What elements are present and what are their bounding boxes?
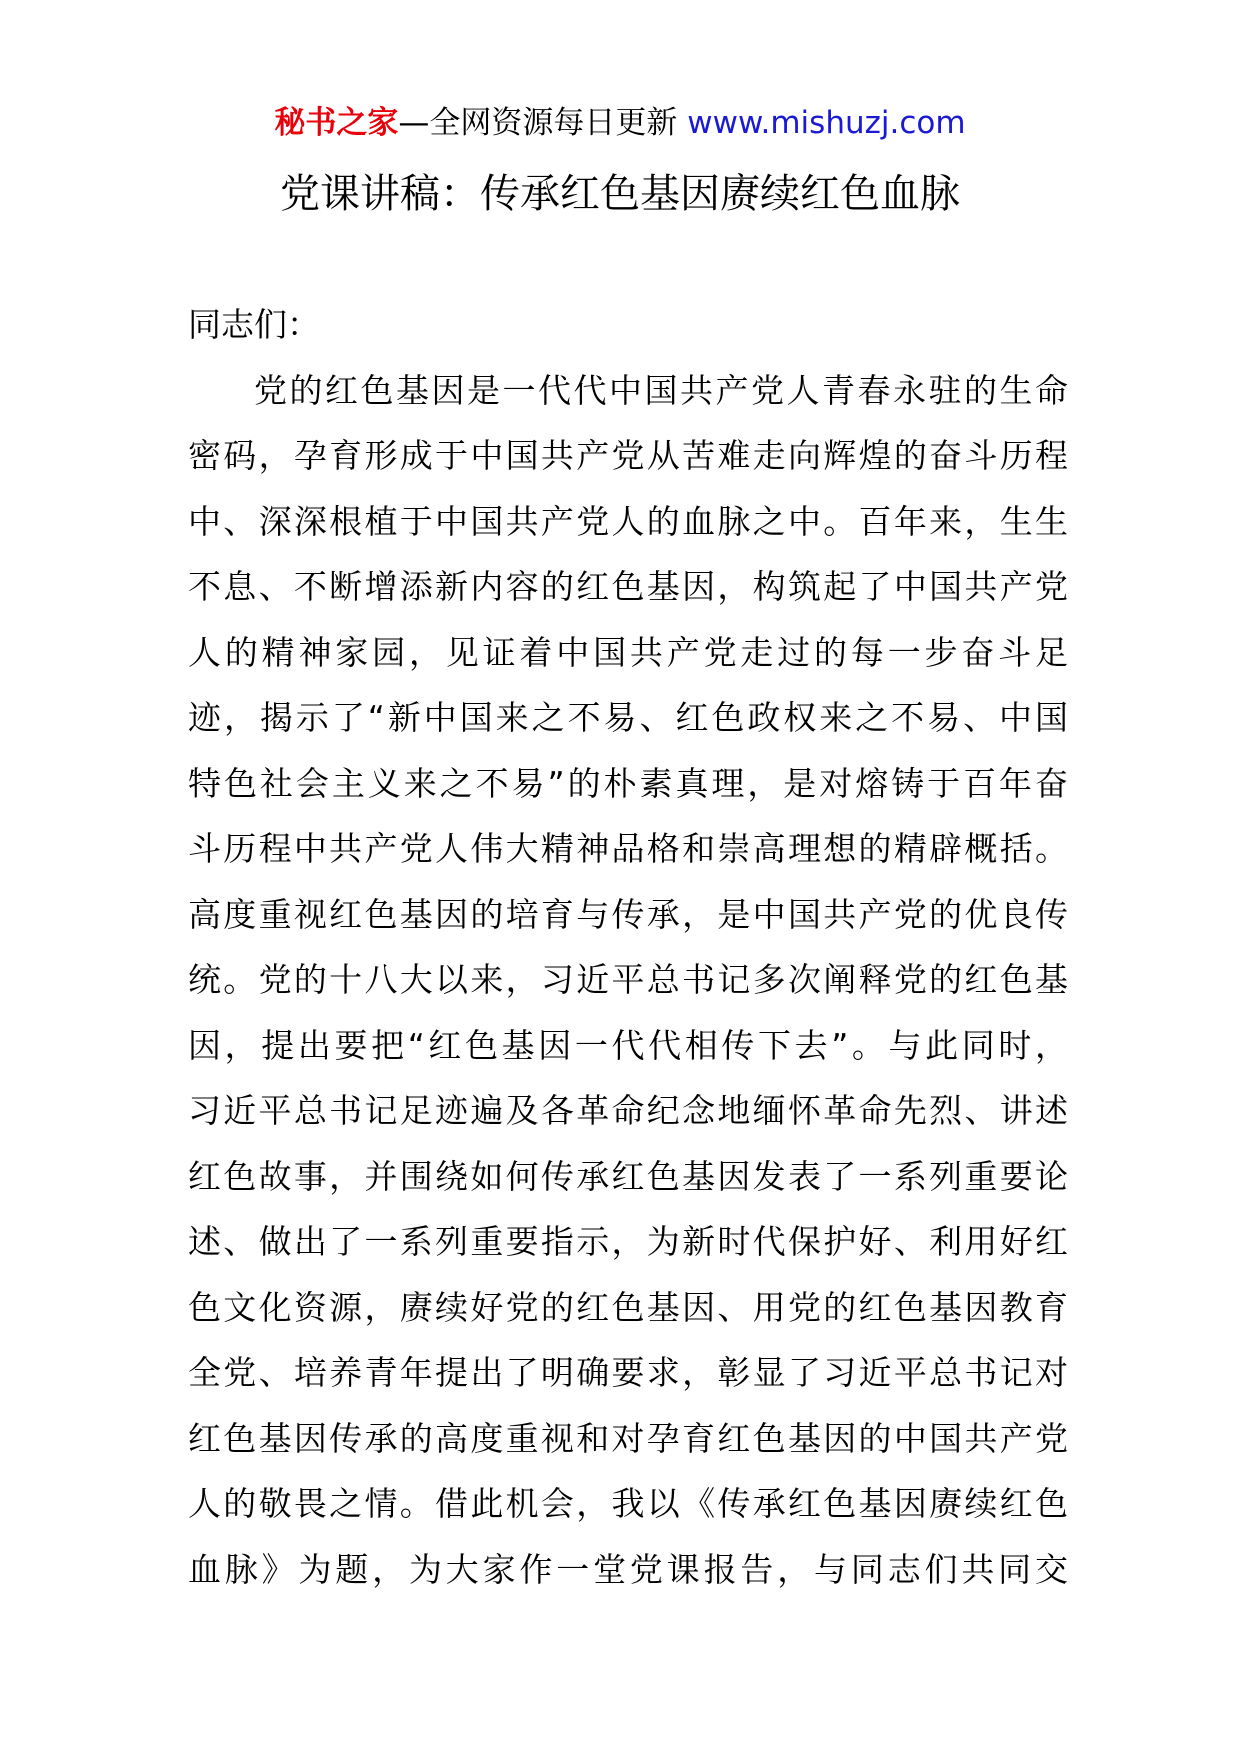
greeting: 同志们： [188, 305, 320, 344]
paragraph-line: 不息、不断增添新内容的红色基因，构筑起了中国共产党 [188, 567, 1068, 606]
paragraph-line: 统。党的十八大以来，习近平总书记多次阐释党的红色基 [188, 960, 1068, 999]
paragraph-line: 红色基因传承的高度重视和对孕育红色基因的中国共产党 [188, 1418, 1068, 1458]
paragraph-line: 人的精神家园，见证着中国共产党走过的每一步奋斗足 [188, 632, 1068, 672]
document-title: 党课讲稿：传承红色基因赓续红色血脉 [280, 171, 960, 217]
paragraph-line: 习近平总书记足迹遍及各革命纪念地缅怀革命先烈、讲述 [188, 1091, 1068, 1130]
site-header [0, 98, 1240, 148]
site-brand: 秘书之家 [274, 105, 399, 141]
document-body [188, 292, 1068, 1602]
paragraph-line: 特色社会主义来之不易”的朴素真理，是对熔铸于百年奋 [188, 763, 1068, 803]
paragraph-line: 因，提出要把“红色基因一代代相传下去”。与此同时， [188, 1025, 1068, 1065]
paragraph-line: 迹，揭示了“新中国来之不易、红色政权来之不易、中国 [188, 698, 1068, 737]
paragraph-line: 述、做出了一系列重要指示，为新时代保护好、利用好红 [188, 1222, 1068, 1261]
paragraph-line: 人的敬畏之情。借此机会，我以《传承红色基因赓续红色 [188, 1484, 1068, 1523]
paragraph-line: 色文化资源，赓续好党的红色基因、用党的红色基因教育 [188, 1287, 1068, 1327]
site-tagline: —全网资源每日更新 [398, 105, 678, 141]
site-url-link[interactable]: www.mishuzj.com [687, 105, 966, 141]
paragraph-line: 党的红色基因是一代代中国共产党人青春永驻的生命 [254, 370, 1068, 410]
paragraph-line: 全党、培养青年提出了明确要求，彰显了习近平总书记对 [188, 1353, 1068, 1392]
paragraph-line: 血脉》为题，为大家作一堂党课报告，与同志们共同交 [188, 1549, 1068, 1589]
paragraph-line: 红色故事，并围绕如何传承红色基因发表了一系列重要论 [188, 1156, 1068, 1196]
paragraph-line: 高度重视红色基因的培育与传承，是中国共产党的优良传 [188, 894, 1068, 934]
paragraph-line: 中、深深根植于中国共产党人的血脉之中。百年来，生生 [188, 501, 1068, 541]
paragraph-line: 斗历程中共产党人伟大精神品格和崇高理想的精辟概括。 [188, 829, 1068, 868]
paragraph-line: 密码，孕育形成于中国共产党从苦难走向辉煌的奋斗历程 [188, 436, 1068, 475]
